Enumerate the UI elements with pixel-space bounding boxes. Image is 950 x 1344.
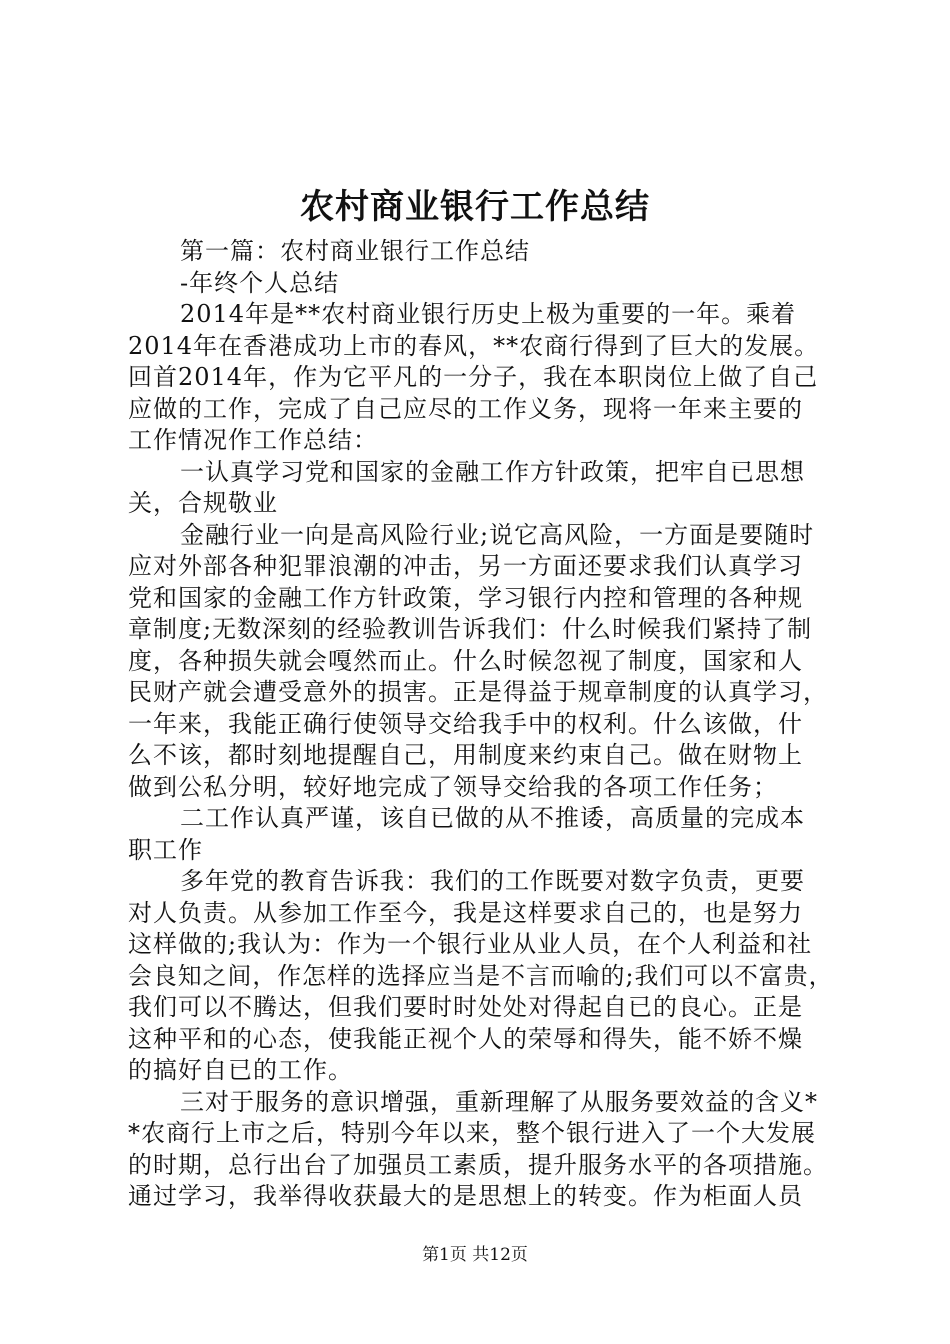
body-text-line: 做到公私分明，较好地完成了领导交给我的各项工作任务； <box>128 772 778 801</box>
body-text-line: 多年党的教育告诉我：我们的工作既要对数字负责，更要 <box>180 867 805 895</box>
page-footer: 第1页 共12页 <box>422 1245 528 1265</box>
body-text-line: 三对于服务的意识增强，重新理解了从服务要效益的含义* <box>180 1087 818 1116</box>
body-text-line: *农商行上市之后，特别今年以来，整个银行进入了一个大发展 <box>128 1119 816 1147</box>
body-text-line: 的搞好自已的工作。 <box>128 1056 353 1084</box>
body-text-line: 职工作 <box>128 835 203 864</box>
body-text-line: 民财产就会遭受意外的损害。正是得益于规章制度的认真学习， <box>128 678 828 706</box>
page-title: 农村商业银行工作总结 <box>300 187 650 227</box>
body-text-line: -年终个人总结 <box>180 268 340 297</box>
body-text-line: 么不该，都时刻地提醒自己，用制度来约束自己。做在财物上 <box>128 741 803 769</box>
body-text-line: 工作情况作工作总结： <box>128 426 378 454</box>
body-text-line: 我们可以不腾达，但我们要时时处处对得起自已的良心。正是 <box>128 993 803 1021</box>
body-text-line: 一年来，我能正确行使领导交给我手中的权利。什么该做，什 <box>128 709 803 738</box>
body-text-line: 党和国家的金融工作方针政策，学习银行内控和管理的各种规 <box>128 583 803 612</box>
body-text-line: 金融行业一向是高风险行业;说它高风险，一方面是要随时 <box>180 520 815 549</box>
body-text-line: 应做的工作，完成了自己应尽的工作义务，现将一年来主要的 <box>128 394 803 423</box>
body-text-line: 会良知之间，作怎样的选择应当是不言而喻的;我们可以不富贵， <box>128 961 834 990</box>
body-text-line: 对人负责。从参加工作至今，我是这样要求自己的，也是努力 <box>128 898 803 927</box>
body-text-line: 回首2014年，作为它平凡的一分子，我在本职岗位上做了自己 <box>128 363 819 391</box>
body-text-line: 二工作认真严谨，该自已做的从不推诿，高质量的完成本 <box>180 804 805 832</box>
body-text-line: 应对外部各种犯罪浪潮的冲击，另一方面还要求我们认真学习 <box>128 552 803 580</box>
body-text-line: 章制度;无数深刻的经验教训告诉我们：什么时候我们紧持了制 <box>128 615 813 643</box>
body-text-line: 这种平和的心态，使我能正视个人的荣辱和得失，能不娇不燥 <box>128 1024 803 1053</box>
body-text-line: 2014年是**农村商业银行历史上极为重要的一年。乘着 <box>180 300 797 328</box>
body-text-line: 第一篇：农村商业银行工作总结 <box>180 237 530 265</box>
body-text-line: 关，合规敬业 <box>128 489 278 517</box>
document-body <box>128 236 834 1213</box>
body-text-line: 的时期，总行出台了加强员工素质，提升服务水平的各项措施。 <box>128 1150 828 1179</box>
body-text-line: 这样做的;我认为：作为一个银行业从业人员，在个人利益和社 <box>128 930 813 958</box>
body-text-line: 通过学习，我举得收获最大的是思想上的转变。作为柜面人员 <box>128 1182 803 1210</box>
body-text-line: 度，各种损失就会嘎然而止。什么时候忽视了制度，国家和人 <box>128 646 803 675</box>
body-text-line: 2014年在香港成功上市的春风，**农商行得到了巨大的发展。 <box>128 331 820 360</box>
body-text-line: 一认真学习党和国家的金融工作方针政策，把牢自已思想 <box>180 457 805 486</box>
